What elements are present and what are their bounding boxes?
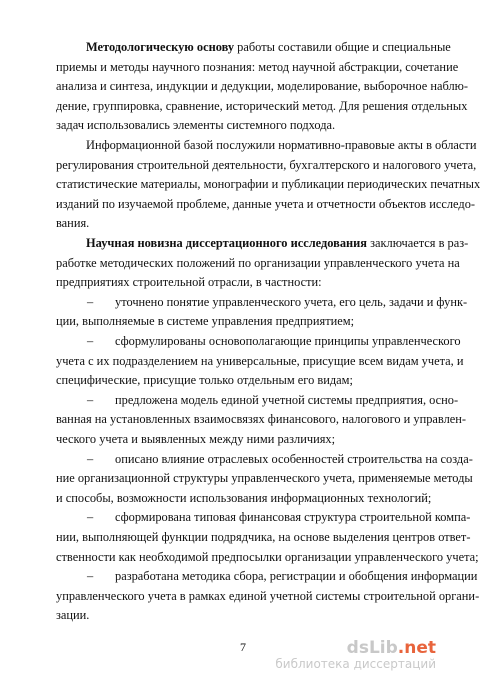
list-item-line: ции, выполняемые в системе управления предприятием; (56, 314, 355, 329)
paragraph-line: работке методических положений по организации управленческого учета на (56, 255, 460, 270)
list-item-line: ственности как необходимой предпосылки организации управленческого учета; (56, 549, 479, 564)
list-dash: – (87, 392, 94, 407)
list-dash: – (87, 510, 94, 525)
paragraph-line: вания. (56, 216, 90, 231)
list-item-line: зации. (56, 608, 90, 623)
page-number: 7 (240, 640, 246, 654)
paragraph-line: Информационной базой послужили нормативно-правовые акты в области (86, 138, 477, 152)
bold-term: Методологическую основу (86, 40, 235, 54)
paragraph-line: изданий по изучаемой проблеме, данные учета и отчетности объектов исследо- (56, 196, 476, 211)
logo-part: dsLib (346, 638, 398, 658)
list-item-line: управленческого учета в рамках единой учетной системы строительной органи- (56, 588, 480, 603)
list-item-line: учета с их подразделением на универсальные, присущие всем видам учета, и (56, 353, 464, 368)
paragraph-line: задач использовались элементы системного подхода. (56, 118, 336, 133)
list-item-line: специфические, присущие только отдельным его видам; (56, 373, 353, 388)
bold-term: Научная новизна диссертационного исследования (86, 236, 368, 250)
text-span: работы составили общие и специальные (237, 40, 451, 54)
paragraph-line (86, 40, 451, 54)
text-span: заключается в раз- (370, 236, 469, 250)
logo-part: .net (397, 638, 436, 658)
list-dash: – (87, 294, 94, 309)
list-item-line: нии, выполняющей функции подрядчика, на основе выделения центров ответ- (56, 530, 471, 544)
list-item-line: ние организационной структуры управленческого учета, применяемые методы (56, 471, 473, 486)
list-dash: – (87, 569, 94, 584)
list-item-line: ческого учета и выявленных между ними различиях; (56, 432, 336, 446)
paragraph-line: регулирования строительной деятельности, бухгалтерского и налогового учета, (56, 157, 477, 172)
paragraph-line: статистические материалы, монографии и публикации периодических печатных (56, 177, 480, 192)
list-item-line: разработана методика сбора, регистрации и обобщения информации (115, 569, 478, 584)
list-item-line: сформулированы основополагающие принципы управленческого (115, 334, 461, 348)
watermark-logo (275, 639, 436, 657)
paragraph-line (86, 236, 469, 250)
watermark-subtitle: библиотека диссертаций (275, 657, 436, 671)
list-dash: – (87, 334, 94, 348)
list-item-line: уточнено понятие управленческого учета, его цель, задачи и функ- (115, 294, 468, 309)
paragraph-line: дение, группировка, сравнение, исторический метод. Для решения отдельных (56, 98, 468, 113)
list-item-line: и способы, возможности использования информационных технологий; (56, 490, 432, 505)
list-dash: – (87, 451, 94, 466)
list-item-line: сформирована типовая финансовая структура строительной компа- (115, 510, 471, 525)
list-item-line: описано влияние отраслевых особенностей строительства на созда- (115, 451, 473, 466)
list-item-line: ванная на установленных взаимосвязях финансового, налогового и управлен- (56, 412, 467, 427)
paragraph-line: приемы и методы научного познания: метод научной абстракции, сочетание (56, 59, 459, 74)
paragraph-line: предприятиях строительной отрасли, в частности: (56, 275, 322, 290)
paragraph-line: анализа и синтеза, индукции и дедукции, моделирование, выборочное наблю- (56, 79, 469, 94)
list-item-line: предложена модель единой учетной системы предприятия, осно- (115, 392, 459, 407)
watermark (275, 639, 436, 671)
